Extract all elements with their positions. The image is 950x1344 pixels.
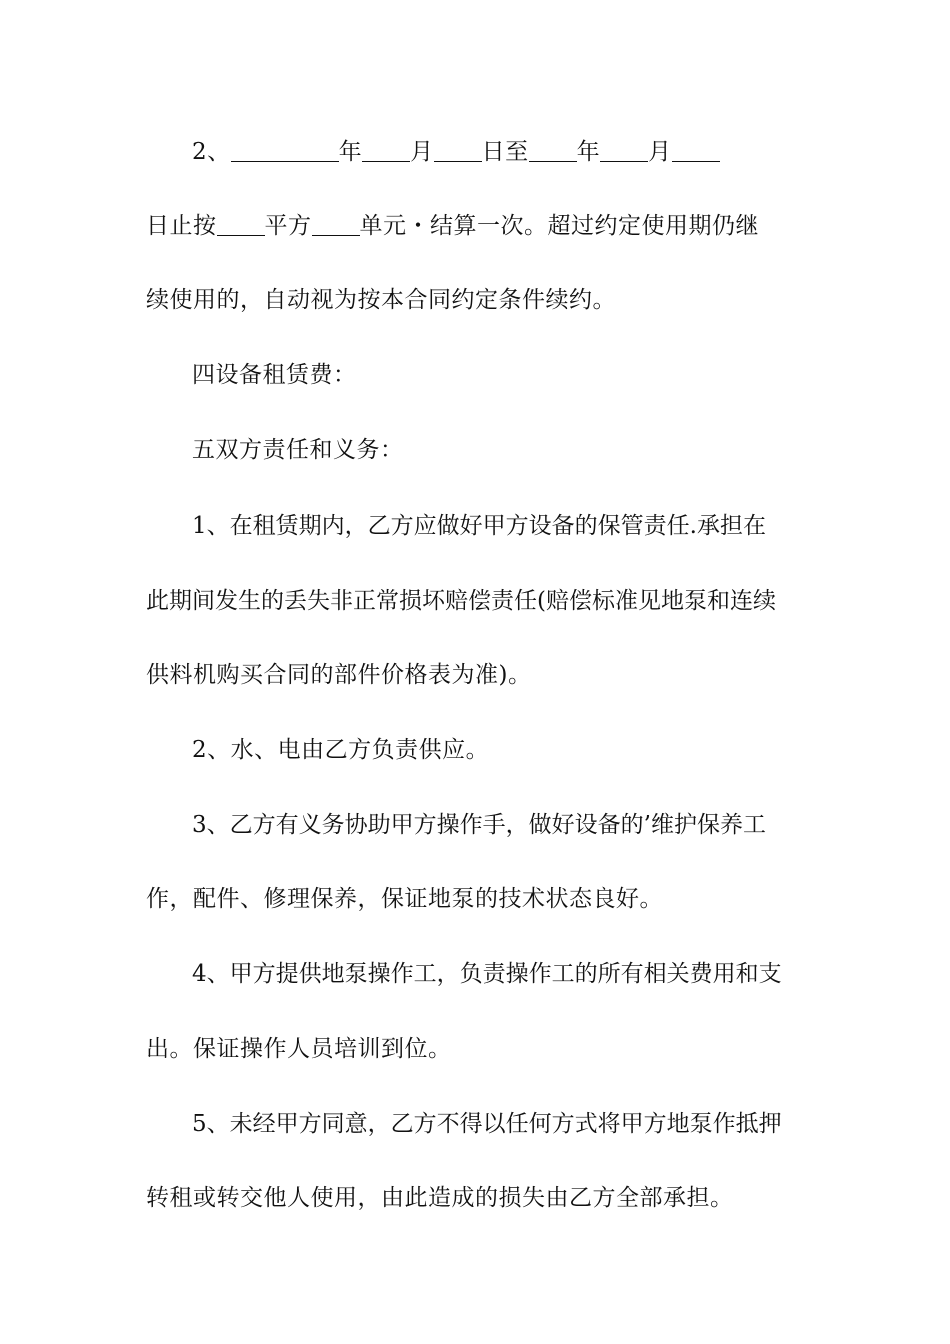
clause-number: 2、 (192, 139, 231, 165)
month-label: 月 (410, 139, 434, 165)
year-label: 年 (338, 139, 363, 165)
section-4-heading: 四设备租赁费： (192, 362, 357, 388)
item-1-line-2: 此期间发生的丢失非正常损坏赔偿责任(赔偿标准见地泵和连续 (146, 588, 776, 614)
blank-field (362, 135, 410, 162)
month-label: 月 (648, 139, 672, 165)
blank-field (231, 135, 339, 162)
item-2-line: 2、水、电由乙方负责供应。 (192, 737, 490, 763)
item-3-line-1: 3、乙方有义务协助甲方操作手，做好设备的’维护保养工 (192, 812, 766, 838)
blank-field (217, 209, 265, 236)
section-5-heading: 五双方责任和义务： (192, 437, 404, 463)
item-5-line-2: 转租或转交他人使用，由此造成的损失由乙方全部承担。 (146, 1185, 734, 1211)
item-1-line-3: 供料机购买合同的部件价格表为准)。 (146, 662, 532, 688)
blank-field (600, 135, 648, 162)
clause-2-cont-line (146, 206, 816, 246)
item-1-line-1: 1、在租赁期内，乙方应做好甲方设备的保管责任.承担在 (192, 513, 766, 539)
year-label: 年 (576, 139, 601, 165)
blank-field (672, 135, 720, 162)
item-4-line-1: 4、甲方提供地泵操作工，负责操作工的所有相关费用和支 (192, 961, 782, 987)
clause-2-date-line (192, 132, 816, 172)
text-segment: 单元・结算一次。超过约定使用期仍继 (359, 213, 759, 239)
item-3-line-2: 作，配件、修理保养，保证地泵的技术状态良好。 (146, 886, 663, 912)
blank-field (312, 209, 360, 236)
clause-2-end-line: 续使用的，自动视为按本合同约定条件续约。 (146, 287, 616, 313)
item-5-line-1: 5、未经甲方同意，乙方不得以任何方式将甲方地泵作抵押 (192, 1111, 782, 1137)
blank-field (434, 135, 482, 162)
item-4-line-2: 出。保证操作人员培训到位。 (146, 1036, 452, 1062)
text-segment: 日止按 (146, 213, 217, 239)
blank-field (529, 135, 577, 162)
day-to-label: 日至 (481, 139, 529, 165)
text-segment: 平方 (264, 213, 312, 239)
